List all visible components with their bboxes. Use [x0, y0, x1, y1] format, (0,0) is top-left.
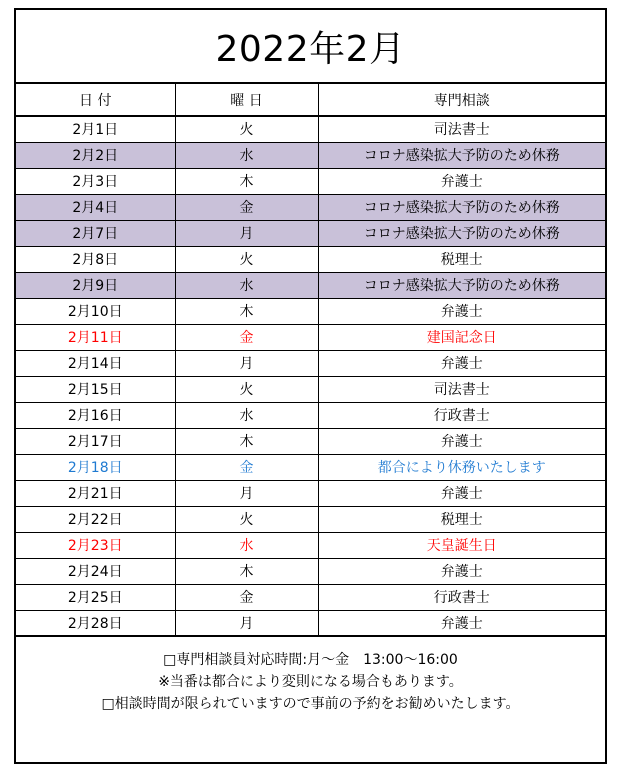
note-hours: □専門相談員対応時間:月～金 13:00～16:00 [163, 652, 458, 668]
cell-date: 2月11日 [16, 324, 175, 350]
cell-weekday: 金 [175, 584, 318, 610]
schedule-table [16, 84, 605, 637]
cell-date: 2月8日 [16, 246, 175, 272]
table-row [16, 610, 605, 636]
table-row [16, 324, 605, 350]
cell-consult: 天皇誕生日 [318, 532, 605, 558]
table-row [16, 454, 605, 480]
table-row [16, 532, 605, 558]
table-row [16, 558, 605, 584]
cell-consult: 弁護士 [318, 350, 605, 376]
cell-date: 2月24日 [16, 558, 175, 584]
cell-date: 2月14日 [16, 350, 175, 376]
cell-weekday: 水 [175, 142, 318, 168]
table-row [16, 428, 605, 454]
notes [16, 637, 605, 715]
table-row [16, 272, 605, 298]
table-row [16, 480, 605, 506]
cell-date: 2月25日 [16, 584, 175, 610]
cell-weekday: 水 [175, 402, 318, 428]
cell-weekday: 月 [175, 350, 318, 376]
note-rotation: ※当番は都合により変則になる場合もあります。 [158, 674, 463, 690]
page-title: 2022年2月 [16, 10, 605, 84]
cell-date: 2月4日 [16, 194, 175, 220]
table-row [16, 142, 605, 168]
note-reservation: □相談時間が限られていますので事前の予約をお勧めいたします。 [101, 696, 520, 712]
cell-date: 2月17日 [16, 428, 175, 454]
cell-weekday: 火 [175, 116, 318, 142]
cell-date: 2月1日 [16, 116, 175, 142]
cell-weekday: 木 [175, 428, 318, 454]
cell-date: 2月9日 [16, 272, 175, 298]
cell-weekday: 金 [175, 454, 318, 480]
cell-weekday: 水 [175, 532, 318, 558]
cell-weekday: 月 [175, 480, 318, 506]
cell-consult: 行政書士 [318, 584, 605, 610]
header-consult: 専門相談 [318, 84, 605, 116]
cell-weekday: 月 [175, 220, 318, 246]
table-row [16, 246, 605, 272]
table-row [16, 350, 605, 376]
cell-date: 2月3日 [16, 168, 175, 194]
cell-consult: 建国記念日 [318, 324, 605, 350]
cell-date: 2月16日 [16, 402, 175, 428]
table-row [16, 168, 605, 194]
cell-date: 2月21日 [16, 480, 175, 506]
cell-date: 2月10日 [16, 298, 175, 324]
cell-consult: 税理士 [318, 246, 605, 272]
cell-date: 2月28日 [16, 610, 175, 636]
table-body [16, 116, 605, 636]
cell-weekday: 金 [175, 194, 318, 220]
cell-date: 2月2日 [16, 142, 175, 168]
cell-weekday: 金 [175, 324, 318, 350]
cell-date: 2月7日 [16, 220, 175, 246]
cell-weekday: 月 [175, 610, 318, 636]
cell-weekday: 木 [175, 168, 318, 194]
cell-consult: 司法書士 [318, 116, 605, 142]
cell-consult: 司法書士 [318, 376, 605, 402]
table-row [16, 116, 605, 142]
table-row [16, 194, 605, 220]
cell-consult: 弁護士 [318, 298, 605, 324]
cell-weekday: 木 [175, 298, 318, 324]
cell-consult: 税理士 [318, 506, 605, 532]
schedule-sheet [14, 8, 607, 764]
cell-consult: 弁護士 [318, 610, 605, 636]
cell-consult: 弁護士 [318, 558, 605, 584]
cell-date: 2月18日 [16, 454, 175, 480]
header-weekday: 曜 日 [175, 84, 318, 116]
cell-consult: 弁護士 [318, 168, 605, 194]
cell-consult: コロナ感染拡大予防のため休務 [318, 272, 605, 298]
cell-consult: コロナ感染拡大予防のため休務 [318, 142, 605, 168]
cell-consult: 都合により休務いたします [318, 454, 605, 480]
cell-consult: コロナ感染拡大予防のため休務 [318, 220, 605, 246]
table-row [16, 298, 605, 324]
table-header-row [16, 84, 605, 116]
header-date: 日 付 [16, 84, 175, 116]
table-row [16, 220, 605, 246]
cell-date: 2月15日 [16, 376, 175, 402]
table-row [16, 506, 605, 532]
cell-weekday: 水 [175, 272, 318, 298]
table-row [16, 584, 605, 610]
cell-weekday: 火 [175, 246, 318, 272]
cell-weekday: 火 [175, 376, 318, 402]
table-row [16, 402, 605, 428]
cell-weekday: 木 [175, 558, 318, 584]
cell-consult: 行政書士 [318, 402, 605, 428]
cell-consult: 弁護士 [318, 480, 605, 506]
cell-consult: コロナ感染拡大予防のため休務 [318, 194, 605, 220]
cell-weekday: 火 [175, 506, 318, 532]
cell-date: 2月22日 [16, 506, 175, 532]
cell-consult: 弁護士 [318, 428, 605, 454]
table-row [16, 376, 605, 402]
cell-date: 2月23日 [16, 532, 175, 558]
